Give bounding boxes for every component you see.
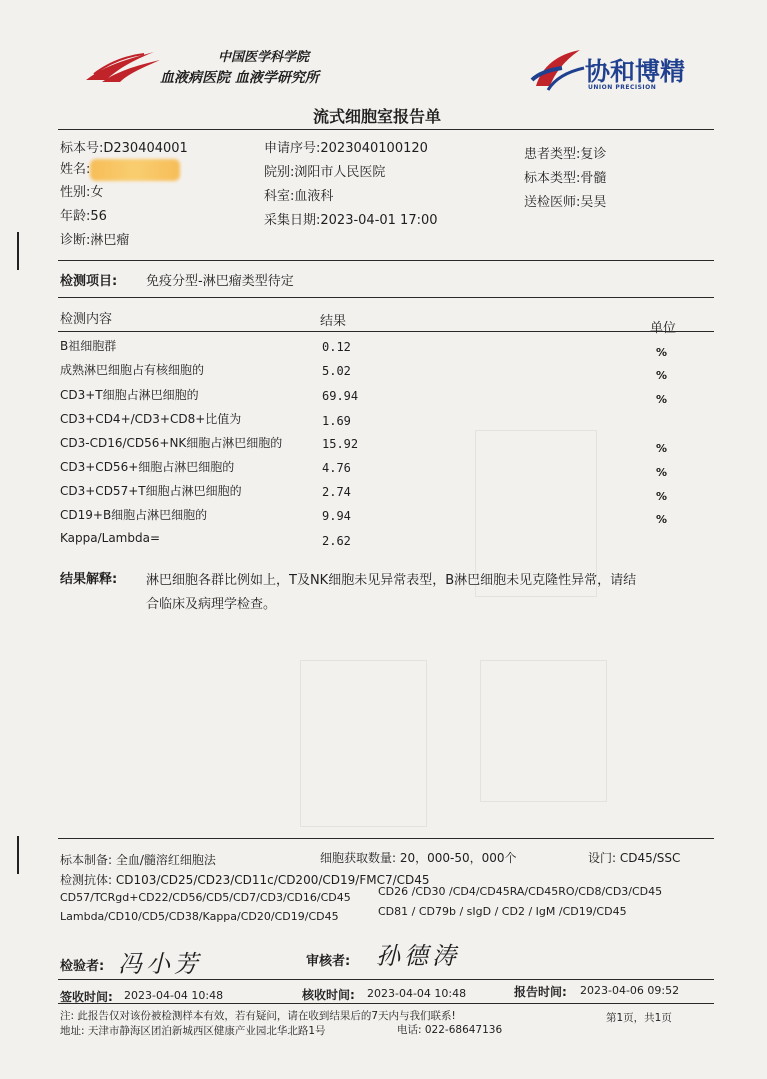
divider [58, 297, 714, 298]
result-row-name: CD3-CD16/CD56+NK细胞占淋巴细胞的 [60, 436, 283, 450]
result-row-value: 1.69 [322, 414, 351, 428]
patient-sex: 性别:女 [60, 185, 104, 200]
test-item-label: 检测项目: [60, 274, 118, 289]
diagnosis: 诊断:淋巴瘤 [60, 233, 130, 248]
report-title: 流式细胞室报告单 [313, 107, 442, 126]
result-row-name: B祖细胞群 [60, 339, 117, 353]
institute-logo-icon [84, 46, 164, 86]
result-row-name: CD19+B细胞占淋巴细胞的 [60, 508, 208, 522]
divider [58, 331, 714, 332]
tester-signature: 冯小芳 [118, 950, 202, 978]
result-row-value: 4.76 [322, 461, 351, 475]
result-row-unit: % [656, 346, 668, 359]
antibody-line2b: CD26 /CD30 /CD4/CD45RA/CD45RO/CD8/CD3/CD45 [378, 885, 663, 898]
result-row-unit: % [656, 513, 668, 526]
hospital: 院别:浏阳市人民医院 [264, 165, 386, 180]
review-time-value: 2023-04-04 10:48 [367, 987, 467, 1000]
bleed-through-chart [480, 660, 607, 802]
footer-phone: 电话: 022-68647136 [397, 1024, 503, 1036]
result-row-unit: % [656, 490, 668, 503]
result-row-value: 69.94 [322, 389, 359, 403]
patient-name-label: 姓名: [60, 162, 91, 177]
institute-name-line2: 血液病医院 血液学研究所 [160, 70, 319, 86]
result-row-unit: % [656, 466, 668, 479]
result-row-name: CD3+T细胞占淋巴细胞的 [60, 388, 199, 402]
result-row-value: 5.02 [322, 364, 351, 378]
page-number: 第1页，共1页 [606, 1012, 672, 1024]
review-time-label: 核收时间: [302, 988, 355, 1002]
tester-label: 检验者: [60, 959, 105, 974]
patient-name [60, 158, 180, 181]
antibody-line3b: CD81 / CD79b / sIgD / CD2 / IgM /CD19/CD45 [378, 905, 627, 918]
result-row-value: 2.74 [322, 485, 351, 499]
column-header-result: 结果 [320, 314, 347, 329]
result-row-name: CD3+CD4+/CD3+CD8+比值为 [60, 412, 242, 426]
institute-name-line1: 中国医学科学院 [218, 50, 310, 65]
sign-time-value: 2023-04-04 10:48 [124, 989, 224, 1002]
antibody-line2a: CD57/TCRgd+CD22/CD56/CD5/CD7/CD3/CD16/CD45 [60, 891, 351, 904]
divider [58, 1003, 714, 1004]
reviewer-signature: 孙德涛 [376, 942, 460, 970]
result-row-unit: % [656, 369, 668, 382]
divider [58, 979, 714, 980]
result-row-unit: % [656, 442, 668, 455]
result-row-value: 9.94 [322, 509, 351, 523]
specimen-number: 标本号:D230404001 [60, 141, 188, 156]
department: 科室:血液科 [264, 189, 334, 204]
footer-address: 地址: 天津市静海区团泊新城西区健康产业园北华北路1号 [60, 1025, 326, 1037]
gating: 设门: CD45/SSC [588, 851, 681, 865]
brand-subtitle: UNION PRECISION [588, 84, 657, 91]
divider [58, 838, 714, 839]
interpretation-text-line2: 合临床及病理学检查。 [146, 597, 277, 612]
column-header-content: 检测内容 [60, 312, 113, 327]
footer-note: 注: 此报告仅对该份被检测样本有效，若有疑问，请在收到结果后的7天内与我们联系! [60, 1010, 456, 1022]
margin-mark [17, 836, 19, 874]
column-header-unit: 单位 [650, 321, 677, 336]
referring-doctor: 送检医师:吴昊 [524, 195, 607, 210]
result-row-unit: % [656, 393, 668, 406]
report-time-value: 2023-04-06 09:52 [580, 984, 680, 997]
antibody-line1: 检测抗体: CD103/CD25/CD23/CD11c/CD200/CD19/FMC7/CD45 [60, 873, 430, 887]
patient-type: 患者类型:复诊 [524, 147, 607, 162]
report-time-label: 报告时间: [514, 985, 567, 999]
specimen-type: 标本类型:骨髓 [524, 171, 607, 186]
interpretation-label: 结果解释: [60, 572, 118, 587]
result-row-value: 0.12 [322, 340, 351, 354]
result-row-value: 15.92 [322, 437, 359, 451]
result-row-name: 成熟淋巴细胞占有核细胞的 [60, 363, 205, 377]
union-precision-logo-icon [528, 46, 588, 94]
result-row-value: 2.62 [322, 534, 351, 548]
antibody-line3a: Lambda/CD10/CD5/CD38/Kappa/CD20/CD19/CD45 [60, 910, 339, 923]
result-row-name: Kappa/Lambda= [60, 531, 161, 545]
brand-name: 协和博精 [585, 57, 686, 86]
divider [58, 129, 714, 130]
name-redaction [90, 159, 180, 181]
interpretation-text-line1: 淋巴细胞各群比例如上，T及NK细胞未见异常表型，B淋巴细胞未见克隆性异常，请结 [146, 573, 637, 588]
divider [58, 260, 714, 261]
result-row-name: CD3+CD56+细胞占淋巴细胞的 [60, 460, 235, 474]
sign-time-label: 签收时间: [60, 990, 113, 1004]
patient-age: 年龄:56 [60, 209, 107, 224]
collect-date: 采集日期:2023-04-01 17:00 [264, 213, 438, 228]
test-item-value: 免疫分型-淋巴瘤类型待定 [146, 274, 294, 289]
result-row-name: CD3+CD57+T细胞占淋巴细胞的 [60, 484, 242, 498]
request-number: 申请序号:2023040100120 [264, 141, 428, 156]
specimen-prep: 标本制备: 全血/髓溶红细胞法 [60, 853, 216, 867]
margin-mark [17, 232, 19, 270]
bleed-through-chart [300, 660, 427, 827]
cell-count: 细胞获取数量: 20，000-50，000个 [320, 851, 517, 865]
reviewer-label: 审核者: [306, 954, 351, 969]
